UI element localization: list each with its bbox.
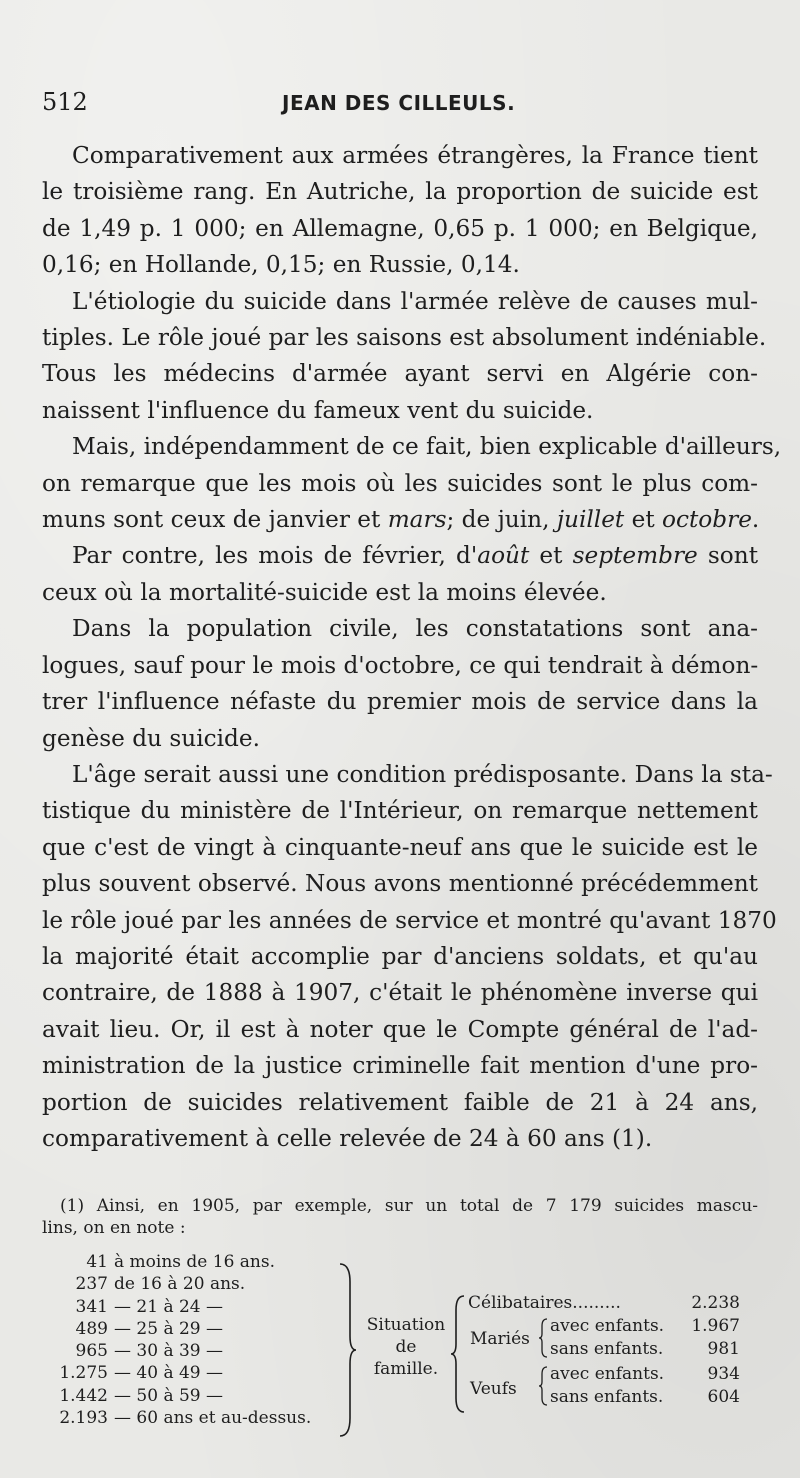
text-segment: portion de suicides relativement faible de 21 à 24 ans, xyxy=(42,1088,758,1116)
age-row xyxy=(56,1385,311,1407)
maries-label: Mariés xyxy=(470,1329,530,1349)
age-row xyxy=(56,1407,311,1429)
text-line xyxy=(42,356,758,392)
main-text xyxy=(42,138,782,1157)
age-range: — 25 à 29 — xyxy=(114,1318,224,1339)
text-segment: de 1,49 p. 1 000; en Allemagne, 0,65 p. 1 000; en Belgique, xyxy=(42,214,758,242)
text-segment: muns sont ceux de janvier et xyxy=(42,506,388,534)
text-segment: 0,16; en Hollande, 0,15; en Russie, 0,14. xyxy=(42,251,520,279)
italic-word: octobre xyxy=(662,506,752,534)
age-table xyxy=(56,1251,311,1429)
text-line xyxy=(42,903,777,939)
text-line xyxy=(42,866,758,902)
text-line xyxy=(42,721,758,757)
text-line xyxy=(42,502,758,538)
text-line xyxy=(42,1048,758,1084)
situation-label-line: Situation xyxy=(366,1315,446,1335)
text-segment: sont xyxy=(697,542,759,570)
age-range: — 50 à 59 — xyxy=(114,1385,224,1406)
situation-label-line: famille. xyxy=(373,1359,439,1379)
maries-sans-count: 981 xyxy=(707,1339,740,1359)
text-segment: Par contre, les mois de février, d' xyxy=(72,542,478,570)
text-segment: plus souvent observé. Nous avons mentionné précédemment xyxy=(42,870,758,898)
italic-word: août xyxy=(477,542,530,570)
veufs-brace xyxy=(538,1366,548,1406)
text-line xyxy=(42,538,758,574)
age-row xyxy=(56,1273,311,1295)
text-line xyxy=(42,138,758,174)
age-range: de 16 à 20 ans. xyxy=(114,1274,246,1295)
age-row xyxy=(56,1340,311,1362)
age-count: 237 xyxy=(75,1274,108,1295)
age-count: 341 xyxy=(75,1296,108,1317)
situation-label-line: de xyxy=(395,1337,417,1357)
age-row xyxy=(56,1362,311,1384)
veufs-avec-label: avec enfants. xyxy=(550,1364,665,1384)
age-range: — 60 ans et au-dessus. xyxy=(114,1408,312,1429)
text-line xyxy=(42,429,782,465)
text-segment: Mais, indépendamment de ce fait, bien explicable d'ailleurs, xyxy=(72,433,782,461)
age-range: — 40 à 49 — xyxy=(114,1363,224,1384)
text-line xyxy=(42,393,758,429)
maries-sans-row xyxy=(550,1339,740,1359)
age-row xyxy=(56,1251,311,1273)
text-line xyxy=(42,830,758,866)
maries-avec-row xyxy=(550,1316,740,1336)
situation-label xyxy=(360,1314,452,1380)
age-count: 41 xyxy=(86,1252,108,1272)
text-segment: on remarque que les mois où les suicides sont le plus com- xyxy=(42,469,758,497)
page-number: 512 xyxy=(42,88,88,116)
maries-avec-label: avec enfants. xyxy=(550,1316,665,1336)
text-line xyxy=(42,975,758,1011)
text-segment: Tous les médecins d'armée ayant servi en Algérie con- xyxy=(42,360,758,388)
text-line xyxy=(42,611,758,647)
footnote xyxy=(42,1195,758,1239)
page-header xyxy=(42,88,758,120)
veufs-sans-count: 604 xyxy=(707,1387,740,1407)
italic-word: mars xyxy=(387,506,447,534)
veufs-avec-count: 934 xyxy=(707,1364,740,1384)
running-head: JEAN DES CILLEULS. xyxy=(282,91,516,115)
text-line xyxy=(42,247,758,283)
text-line xyxy=(42,284,758,320)
age-range: — 30 à 39 — xyxy=(114,1341,224,1362)
text-segment: avait lieu. Or, il est à noter que le Compte général de l'ad- xyxy=(42,1015,758,1043)
celibataires-row xyxy=(468,1293,740,1313)
italic-word: juillet xyxy=(556,506,625,534)
age-row xyxy=(56,1318,311,1340)
text-segment: et xyxy=(529,542,573,570)
footnote-line: (1) Ainsi, en 1905, par exemple, sur un total de 7 179 suicides mascu- xyxy=(60,1196,758,1216)
footnote-line: lins, on en note : xyxy=(42,1218,186,1238)
text-line xyxy=(42,174,758,210)
age-row xyxy=(56,1296,311,1318)
text-line xyxy=(42,793,758,829)
text-line xyxy=(42,939,758,975)
maries-brace xyxy=(538,1318,548,1358)
text-segment: naissent l'influence du fameux vent du suicide. xyxy=(42,396,594,424)
text-segment: L'âge serait aussi une condition prédisposante. Dans la sta- xyxy=(72,760,773,788)
italic-word: septembre xyxy=(572,542,698,570)
right-brace xyxy=(338,1262,358,1438)
text-line xyxy=(42,648,758,684)
veufs-sans-row xyxy=(550,1387,740,1407)
age-count: 2.193 xyxy=(59,1408,108,1429)
veufs-sans-label: sans enfants. xyxy=(550,1387,664,1407)
text-segment: le troisième rang. En Autriche, la proportion de suicide est xyxy=(42,178,758,206)
text-segment: comparativement à celle relevée de 24 à 60 ans (1). xyxy=(42,1124,653,1152)
text-line xyxy=(42,575,758,611)
text-segment: Comparativement aux armées étrangères, la France tient xyxy=(72,142,758,169)
maries-avec-count: 1.967 xyxy=(691,1316,740,1336)
age-count: 1.275 xyxy=(59,1363,108,1384)
text-line xyxy=(42,320,767,356)
text-line xyxy=(42,1121,758,1157)
text-segment: trer l'influence néfaste du premier mois de service dans la xyxy=(42,688,758,716)
text-line xyxy=(42,757,773,793)
veufs-avec-row xyxy=(550,1364,740,1384)
text-segment: Dans la population civile, les constatations sont ana- xyxy=(72,615,758,643)
celibataires-label: Célibataires......... xyxy=(468,1293,621,1313)
celibataires-count: 2.238 xyxy=(691,1293,740,1313)
age-range: à moins de 16 ans. xyxy=(114,1252,276,1272)
text-segment: L'étiologie du suicide dans l'armée relève de causes mul- xyxy=(72,287,758,315)
age-count: 1.442 xyxy=(59,1385,108,1406)
text-segment: logues, sauf pour le mois d'octobre, ce qui tendrait à démon- xyxy=(42,651,759,679)
age-count: 965 xyxy=(75,1341,108,1362)
text-segment: contraire, de 1888 à 1907, c'était le phénomène inverse qui xyxy=(42,979,758,1007)
maries-sans-label: sans enfants. xyxy=(550,1339,664,1359)
text-segment: le rôle joué par les années de service et montré qu'avant 1870 xyxy=(42,906,777,934)
text-segment: . xyxy=(751,506,760,534)
text-segment: et xyxy=(624,506,663,534)
text-segment: ; de juin, xyxy=(446,506,557,534)
text-segment: tiples. Le rôle joué par les saisons est absolument indéniable. xyxy=(42,324,767,352)
text-line xyxy=(42,1012,758,1048)
age-range: — 21 à 24 — xyxy=(114,1296,224,1317)
text-segment: la majorité était accomplie par d'anciens soldats, et qu'au xyxy=(42,942,758,970)
text-line xyxy=(42,211,758,247)
veufs-label: Veufs xyxy=(470,1379,517,1399)
text-line xyxy=(42,466,758,502)
age-count: 489 xyxy=(75,1318,108,1339)
left-brace xyxy=(450,1294,466,1414)
text-line xyxy=(42,684,758,720)
text-line xyxy=(42,1085,758,1121)
text-segment: ministration de la justice criminelle fait mention d'une pro- xyxy=(42,1052,758,1080)
text-segment: que c'est de vingt à cinquante-neuf ans que le suicide est le xyxy=(42,833,758,861)
text-segment: ceux où la mortalité-suicide est la moins élevée. xyxy=(42,578,607,606)
text-segment: tistique du ministère de l'Intérieur, on remarque nettement xyxy=(42,797,758,825)
text-segment: genèse du suicide. xyxy=(42,724,260,752)
